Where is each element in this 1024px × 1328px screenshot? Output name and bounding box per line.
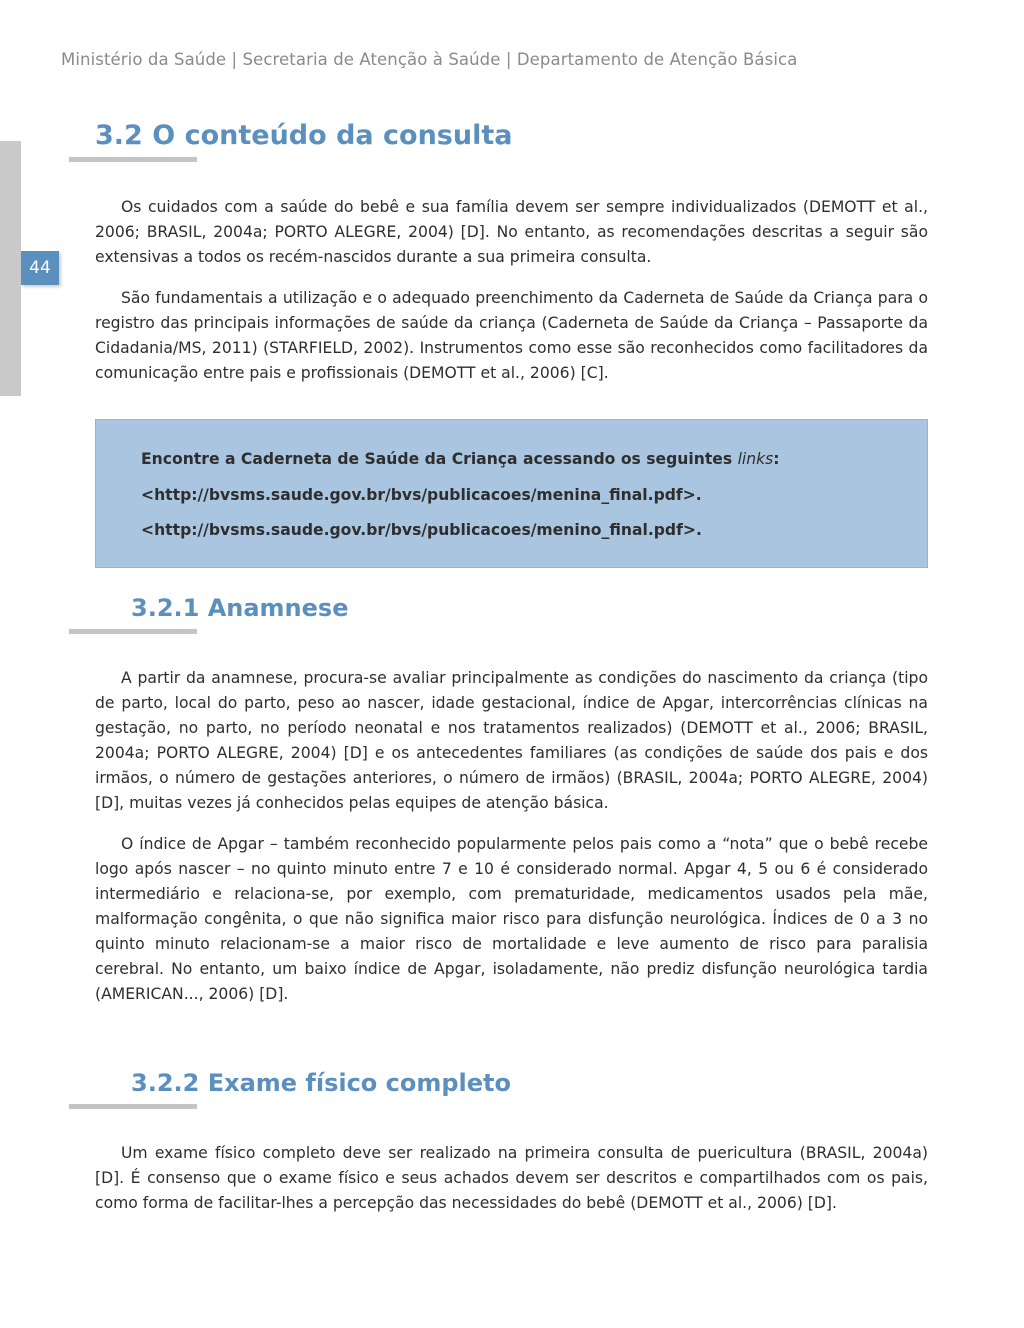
callout-box — [95, 419, 928, 568]
section-title: 3.2 O conteúdo da consulta — [95, 120, 513, 151]
anamnese-paragraph-2: O índice de Apgar – também reconhecido popularmente pelos pais como a “nota” que o bebê recebe logo após nascer – no quinto minuto entre 7 e 10 é considerado normal. Apgar 4, 5 ou 6 é considerado intermediário e relaciona-se, por exemplo, com prematuridade, medicamentos usados pela mãe, malformação congênita, o que não significa maior risco para disfunção neurológica. Índices de 0 a 3 no quinto minuto relacionam-se a maior risco de mortalidade e leve aumento de risco para paralisia cerebral. No entanto, um baixo índice de Apgar, isoladamente, não prediz disfunção neurológica tardia (AMERICAN..., 2006) [D]. — [95, 835, 928, 1003]
section-title-underline — [69, 157, 197, 162]
subsection-title-underline — [69, 1104, 197, 1109]
subsection-title-exame: 3.2.2 Exame físico completo — [131, 1069, 512, 1097]
subsection-title-anamnese: 3.2.1 Anamnese — [131, 594, 349, 622]
section-paragraph-1: Os cuidados com a saúde do bebê e sua família devem ser sempre individualizados (DEMOTT et al., 2006; BRASIL, 2004a; PORTO ALEGRE, 2004) [D]. No entanto, as recomendações descritas a seguir são extensivas a todos os recém-nascidos durante a sua primeira consulta. — [95, 198, 928, 266]
exame-paragraph-1: Um exame físico completo deve ser realizado na primeira consulta de puericultura (BRASIL, 2004a) [D]. É consenso que o exame físico e seus achados devem ser descritos e compartilhados com os pais, como forma de facilitar-lhes a percepção das necessidades do bebê (DEMOTT et al., 2006) [D]. — [95, 1144, 928, 1212]
subsection-title-underline — [69, 629, 197, 634]
callout-link-menina[interactable]: <http://bvsms.saude.gov.br/bvs/publicacoes/menina_final.pdf>. — [141, 486, 702, 504]
page-number: 44 — [21, 251, 59, 285]
callout-intro: Encontre a Caderneta de Saúde da Criança acessando os seguintes links: — [141, 450, 780, 468]
section-paragraph-2: São fundamentais a utilização e o adequado preenchimento da Caderneta de Saúde da Criança para o registro das principais informações de saúde da criança (Caderneta de Saúde da Criança – Passaporte da Cidadania/MS, 2011) (STARFIELD, 2002). Instrumentos como esse são reconhecidos como facilitadores da comunicação entre pais e profissionais (DEMOTT et al., 2006) [C]. — [95, 289, 928, 382]
side-tab — [0, 141, 21, 396]
callout-link-menino[interactable]: <http://bvsms.saude.gov.br/bvs/publicacoes/menino_final.pdf>. — [141, 521, 702, 539]
anamnese-paragraph-1: A partir da anamnese, procura-se avaliar principalmente as condições do nascimento da criança (tipo de parto, local do parto, peso ao nascer, idade gestacional, índice de Apgar, intercorrências clínicas na gestação, no parto, no período neonatal e nos tratamentos realizados) (DEMOTT et al., 2006; BRASIL, 2004a; PORTO ALEGRE, 2004) [D] e os antecedentes familiares (as condições de saúde dos pais e dos irmãos, o número de gestações anteriores, o número de irmãos) (BRASIL, 2004a; PORTO ALEGRE, 2004) [D], muitas vezes já conhecidos pelas equipes de atenção básica. — [95, 669, 928, 812]
running-header: Ministério da Saúde | Secretaria de Atenção à Saúde | Departamento de Atenção Básica — [61, 50, 798, 69]
